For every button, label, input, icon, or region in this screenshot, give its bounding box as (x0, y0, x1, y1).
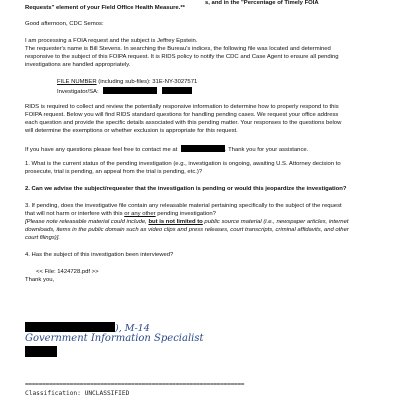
classification-marking: Classification: UNCLASSIFIED (25, 390, 130, 397)
question-3-line-1: 3. If pending, does the investigative file contain any releasable material pertaining specifically to the subject of the request (25, 203, 342, 209)
redaction-block (181, 145, 225, 152)
greeting: Good afternoon, CDC Semos: (25, 21, 104, 27)
intro-line-4: investigations are handled appropriately. (25, 62, 131, 68)
note-text: public source material (i.e., newspaper articles, internet (202, 219, 349, 225)
redaction-block (103, 87, 157, 94)
question-3-note-line-3: court filings)]. (25, 235, 61, 241)
question-3-text: that will not harm or interfere with this (25, 211, 125, 217)
redaction-block (25, 346, 57, 357)
footer-rule: ================================================================ (25, 381, 245, 388)
contact-before: If you have any questions please feel free to contact me at (25, 147, 178, 153)
contact-line (25, 145, 308, 154)
question-2: 2. Can we advise the subject/requester that the investigation is pending or would this jeopardize the investigation? (25, 186, 347, 192)
question-3-line-2 (25, 211, 216, 218)
attachment-link[interactable]: << File: 1424728.pdf >> (36, 269, 99, 275)
closing-thanks: Thank you, (25, 277, 55, 283)
redaction-block (162, 87, 192, 94)
header-fragment-line2: Requests" element of your Field Office Health Measure.** (25, 5, 185, 11)
redaction-block (25, 322, 115, 332)
rids-line-4: will determine the exemptions or whether exclusion is appropriate for this request. (25, 128, 238, 134)
file-number-value: (including sub-files): 31E-NY-3027571 (96, 79, 198, 85)
question-1-line-1: 1. What is the current status of the pending investigation (e.g., investigation is ongoing, awaiting U.S. Attorney decision to (25, 161, 341, 167)
contact-after: . Thank you for your assistance. (224, 147, 309, 153)
question-3-note-line-2: downloads, items in the public domain such as video clips and press releases, court transcripts, criminal affidavits, and other (25, 227, 349, 233)
question-3-note-line-1 (25, 219, 348, 226)
investigator-label: Investigator/SA: (57, 89, 99, 95)
signature-grade: ), M-14 (115, 323, 150, 334)
rids-line-2: FOIPA request. Below you will find RIDS standard questions for handling pending cases. We request your office address (25, 112, 339, 118)
rids-line-3: each question and provide the specific details associated with this pending matter. Your responses to the questions below (25, 120, 342, 126)
intro-line-3: responsive to the subject of this FOIPA request. It is RIDS policy to notify the CDC and Case Agent to ensure all pending (25, 54, 339, 60)
question-3-text: pending investigation? (155, 211, 216, 217)
note-text: [Please note releasable material could include, (25, 219, 149, 225)
question-3-emphasis: or any other (124, 211, 156, 217)
note-emphasis: but is not limited to (148, 219, 203, 225)
signature-title: Government Information Specialist (25, 333, 204, 344)
intro-line-2: The requester's name is Bill Stevens. In searching the Bureau's indices, the following file was located and determined (25, 46, 331, 52)
question-1-line-2: prosecute, trial is pending, an appeal from the trial is pending, etc.)? (25, 169, 203, 175)
file-number-line (57, 79, 197, 86)
file-number-label: FILE NUMBER (57, 79, 97, 85)
header-fragment-right: s, and in the "Percentage of Timely FOIA (205, 0, 319, 6)
investigator-line (57, 87, 192, 96)
question-4: 4. Has the subject of this investigation been interviewed? (25, 252, 174, 258)
rids-line-1: RIDS is required to collect and review the potentially responsive information to determine how to properly respond to this (25, 104, 339, 110)
intro-line-1: I am processing a FOIA request and the subject is Jeffrey Epstein. (25, 38, 198, 44)
